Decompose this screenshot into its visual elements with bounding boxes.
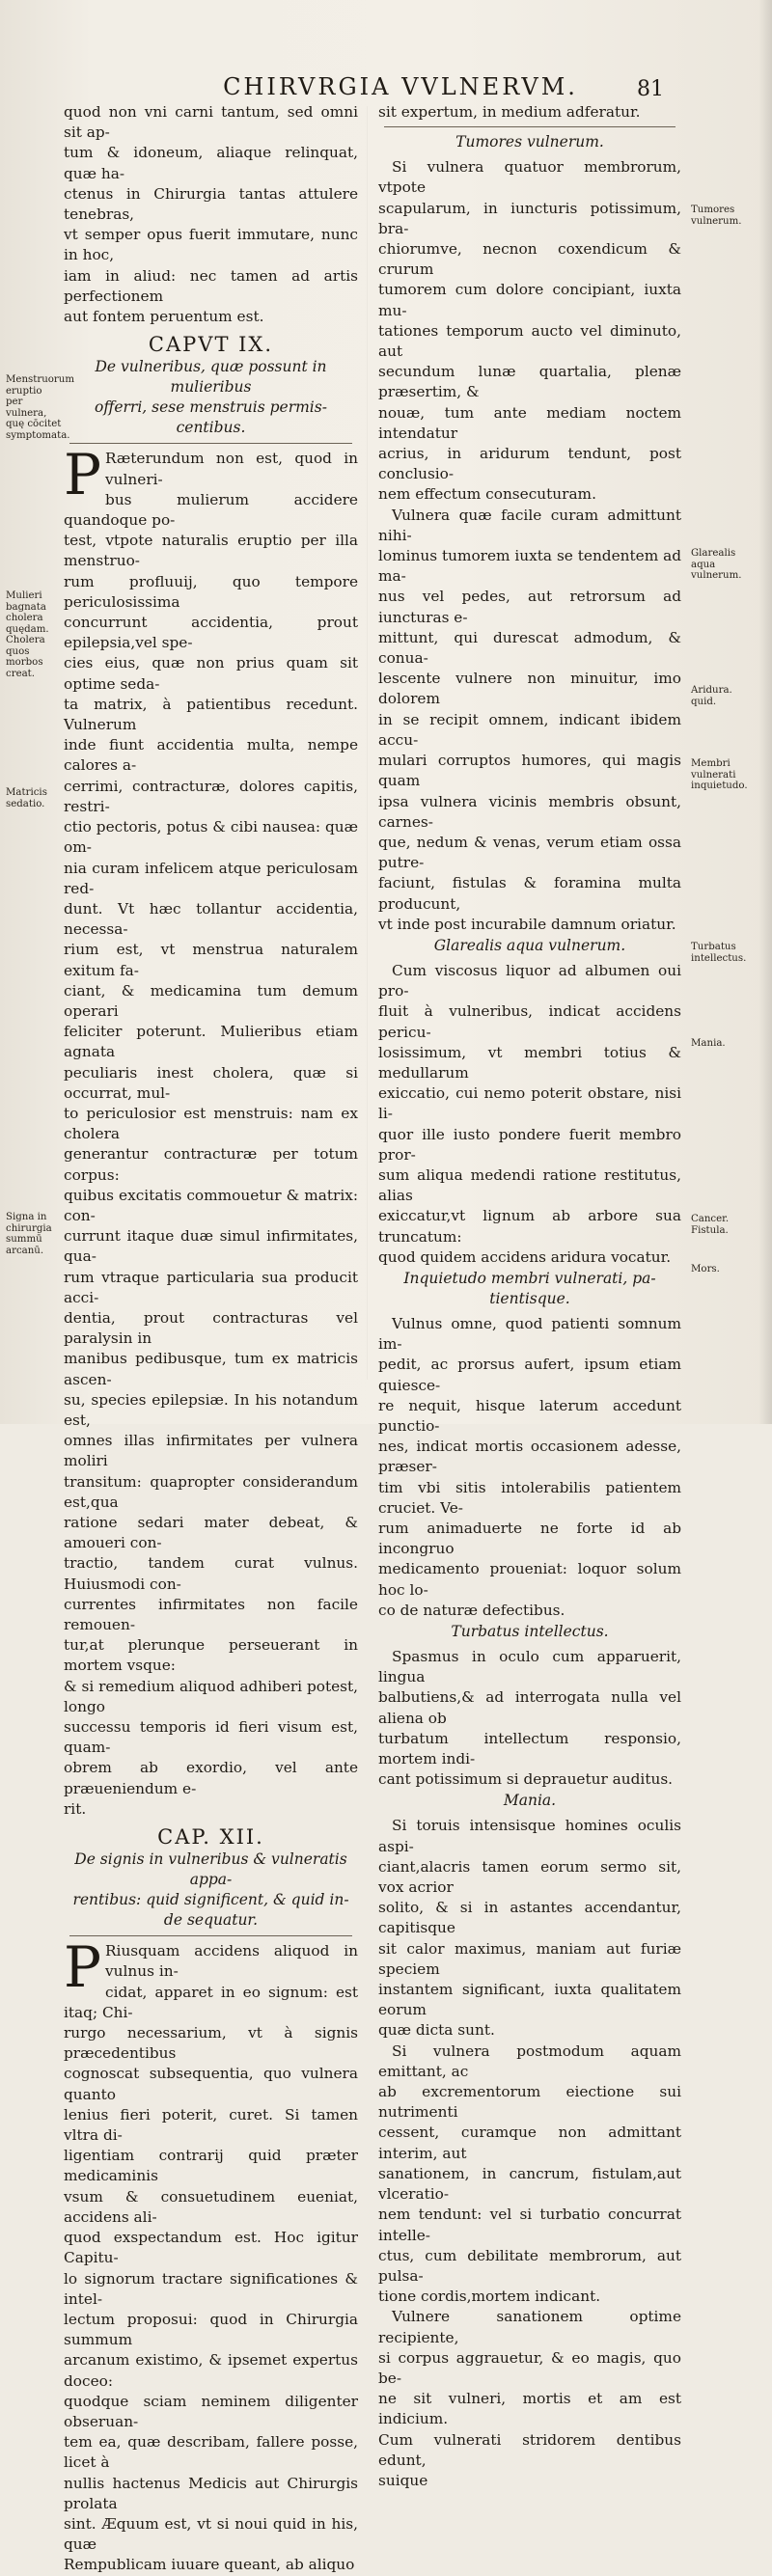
chapter-12-text: Riusquam accidens aliquod in vulnus in- cidat, apparet in eo signum: est itaq; Chi- rurgo necessarium, vt à signis præcedentibus cognoscat subsequentia, quo vulnera quanto lenius fieri poterit, curet. Si tamen vltra di- ligentiam contrarij quid præter medicaminis vsum & consuetudinem eueniat, accidens ali- quod exspectandum est. Hoc igitur Capitu- lo signorum tractare significationes & intel- lectum proposui: quod in Chirurgia summum arcanum existimo, & ipsemet expertus doceo: quodque sciam neminem diligenter obseruan- tem ea, quæ describam, fallere posse, licet à nullis hactenus Medicis aut Chirurgis prolata sint. Æquum est, vt si noui quid in his, quæ Rempublicam iuuare queant, ab aliquo	[64, 1942, 358, 2574]
right-intro-paragraph: sit expertum, in medium adferatur.	[378, 103, 641, 121]
left-column	[64, 102, 358, 2576]
margin-note-mors: Mors.	[691, 1264, 720, 1274]
paragraph-cancer: Si vulnera postmodum aquam emittant, ac ab excrementorum eiectione sui nutrimenti cessent, curamque non admittant interim, aut sanationem, in cancrum, fistulam,aut vlceratio- nem tendunt: vel si turbatio concurrat intelle- ctus, cum debilitate membrorum, aut pulsa- tione cordis,mortem indicant.	[378, 2042, 681, 2306]
margin-note-aridura: Aridura. quid.	[691, 685, 732, 707]
chapter-12-subtitle: De signis in vulneribus & vulneratis appa- rentibus: quid significent, & quid in- de sequatur.	[72, 1850, 349, 1930]
heading-mania: Mania.	[503, 1792, 557, 1810]
chapter-12-title: CAP. XII.	[157, 1825, 264, 1850]
paragraph-mania: Si toruis intensisque homines oculis aspi- ciant,alacris tamen eorum sermo sit, vox acrior solito, & si in astantes accendantur, capitisque sit calor maximus, maniam aut furiæ speciem instantem significant, iuxta qualitatem eorum quæ dicta sunt.	[378, 1817, 681, 2040]
margin-note-glarealis: Glarealis aqua vulnerum.	[691, 548, 742, 581]
heading-turbatus: Turbatus intellectus.	[451, 1623, 609, 1641]
paragraph-tumores-1: Si vulnera quatuor membrorum, vtpote scapularum, in iuncturis potissimum, bra- chiorumve, necnon coxendicum & crurum tumorem cum dolore concipiant, iuxta mu- tationes temporum aucto vel diminuto, aut secundum lunæ quartalia, plenæ præsertim, & nouæ, tum ante mediam noctem intendatur acrius, in aridurum tendunt, post conclusio- nem effectum consecuturam.	[378, 158, 681, 504]
chapter-9-subtitle: De vulneribus, quæ possunt in mulieribus offerri, sese menstruis permis- centibus.	[95, 358, 327, 437]
margin-note-tumores: Tumores vulnerum.	[691, 205, 742, 227]
left-intro-paragraph: quod non vni carni tantum, sed omni sit ap- tum & idoneum, aliaque relinquat, quæ ha- ctenus in Chirurgia tantas attulere tenebras, vt semper opus fuerit immutare, nunc in hoc, iam in aliud: nec tamen ad artis perfectionem aut fontem peruentum est.	[64, 103, 358, 326]
margin-note-turbatus: Turbatus intellectus.	[691, 942, 747, 964]
paragraph-tumores-2: Vulnera quæ facile curam admittunt nihi- lominus tumorem iuxta se tendentem ad ma- nus vel pedes, aut retrorsum ad iuncturas e- mittunt, qui durescat admodum, & conua- lescente vulnere non minuitur, imo dolorem in se recipit omnem, indicant ibidem accu- mulari corruptos humores, qui magis quam ipsa vulnera vicinis membris obsunt, carnes- que, nedum & venas, verum etiam ossa putre- faciunt, fistulas & foramina multa producunt, vt inde post incurabile damnum oriatur.	[378, 506, 681, 933]
tumores-rule	[384, 126, 676, 127]
heading-tumores: Tumores vulnerum.	[455, 133, 604, 151]
running-title: CHIRVRGIA VVLNERVM.	[223, 73, 578, 100]
margin-note-signa: Signa in chirurgia summū arcanū.	[6, 1212, 52, 1256]
margin-note-mania: Mania.	[691, 1038, 726, 1049]
column-gutter	[367, 106, 368, 1380]
heading-inquietudo: Inquietudo membri vulnerati, pa- tientisque.	[403, 1269, 656, 1307]
margin-note-mulieri: Mulieri bagnata cholera quędam. Cholera quos morbos creat.	[6, 590, 49, 679]
heading-glarealis: Glarealis aqua vulnerum.	[433, 936, 626, 954]
chapter-12-body	[64, 1934, 358, 2575]
chapter-12-dropcap: P	[64, 1934, 102, 2001]
paragraph-inquietudo: Vulnus omne, quod patienti somnum im- pedit, ac prorsus aufert, ipsum etiam quiesce- re nequit, hisque laterum accedunt punctio- nes, indicat mortis occasionem adesse, præser- tim vbi sitis intolerabilis patientem cruciet. Ve- rum animaduerte ne forte id ab incongruo medicamento proueniat: loquor solum hoc lo- co de naturæ defectibus.	[378, 1314, 681, 1619]
margin-note-menstruorum: Menstruorum eruptio per vulnera, quę cōcitet symptomata.	[6, 374, 74, 441]
paragraph-turbatus: Spasmus in oculo cum apparuerit, lingua balbutiens,& ad interrogata nulla vel aliena ob turbatum intellectum responsio, mortem indi- cant potissimum si deprauetur auditus.	[378, 1648, 681, 1789]
paragraph-mors: Vulnere sanationem optime recipiente, si corpus aggrauetur, & eo magis, quo be- ne sit vulneri, mortis et am est indicium. Cum vulnerati stridorem dentibus edunt, suique	[378, 2308, 681, 2489]
chapter-9-rule	[69, 443, 352, 444]
chapter-12-rule	[69, 1935, 352, 1936]
chapter-9-dropcap: P	[64, 442, 102, 508]
margin-note-inquietudo: Membri vulnerati inquietudo.	[691, 758, 748, 791]
page-number: 81	[637, 77, 664, 101]
chapter-9-text: Ræterundum non est, quod in vulneri- bus mulierum accidere quandoque po- test, vtpote naturalis eruptio per illa menstruo- rum profluuij, quo tempore periculosissima concurrunt accidentia, prout epilepsia,vel spe- cies eius, quæ non prius quam sit optime seda- ta matrix, à patientibus recedunt. Vulnerum inde fiunt accidentia multa, nempe calores a- cerrimi, contracturæ, dolores capitis, restri- ctio pectoris, potus & cibi nausea: quæ om- nia curam infelicem atque periculosam red- dunt. Vt hæc tollantur accidentia, necessa- rium est, vt menstrua naturalem exitum fa- ciant, & medicamina tum demum operari feliciter poterunt. Mulieribus etiam agnata peculiaris inest cholera, quæ si occurrat, mul- to periculosior est menstruis: nam ex cholera generantur contracturæ per totum corpus: quibus excitatis commouetur & matrix: con- currunt itaque duæ simul infirmitates, qua- rum vtraque particularia sua producit acci- dentia, prout contracturas vel paralysin in manibus pedibusque, tum ex matricis ascen- su, species epilepsiæ. In his notandum est, omnes illas infirmitates per vulnera moliri transitum: quapropter considerandum est,qua ratione sedari mater debeat, & amoueri con- tractio, tandem curat vulnus. Huiusmodi con- currentes infirmitates non facile remouen- tur,at plerunque perseuerant in mortem vsque: & si remedium aliquod adhiberi potest, longo successu temporis id fieri visum est, quam- obrem ab exordio, vel ante præueniendum e- rit.	[64, 450, 358, 1818]
chapter-9-title: CAPVT IX.	[148, 333, 274, 357]
paragraph-glarealis: Cum viscosus liquor ad albumen oui pro- fluit à vulneribus, indicat accidens pericu- losissimum, vt membri totius & medullarum exiccatio, cui nemo poterit obstare, nisi li- quor ille iusto pondere fuerit membro pror- sum aliqua medendi ratione restitutus, alias exiccatur,vt lignum ab arbore sua truncatum: quod quidem accidens aridura vocatur.	[378, 961, 681, 1266]
page-edge-shadow	[758, 0, 772, 1424]
right-column	[378, 102, 681, 2491]
margin-note-matricis: Matricis sedatio.	[6, 787, 47, 809]
margin-note-cancer: Cancer. Fistula.	[691, 1214, 730, 1236]
chapter-9-body	[64, 442, 358, 1820]
